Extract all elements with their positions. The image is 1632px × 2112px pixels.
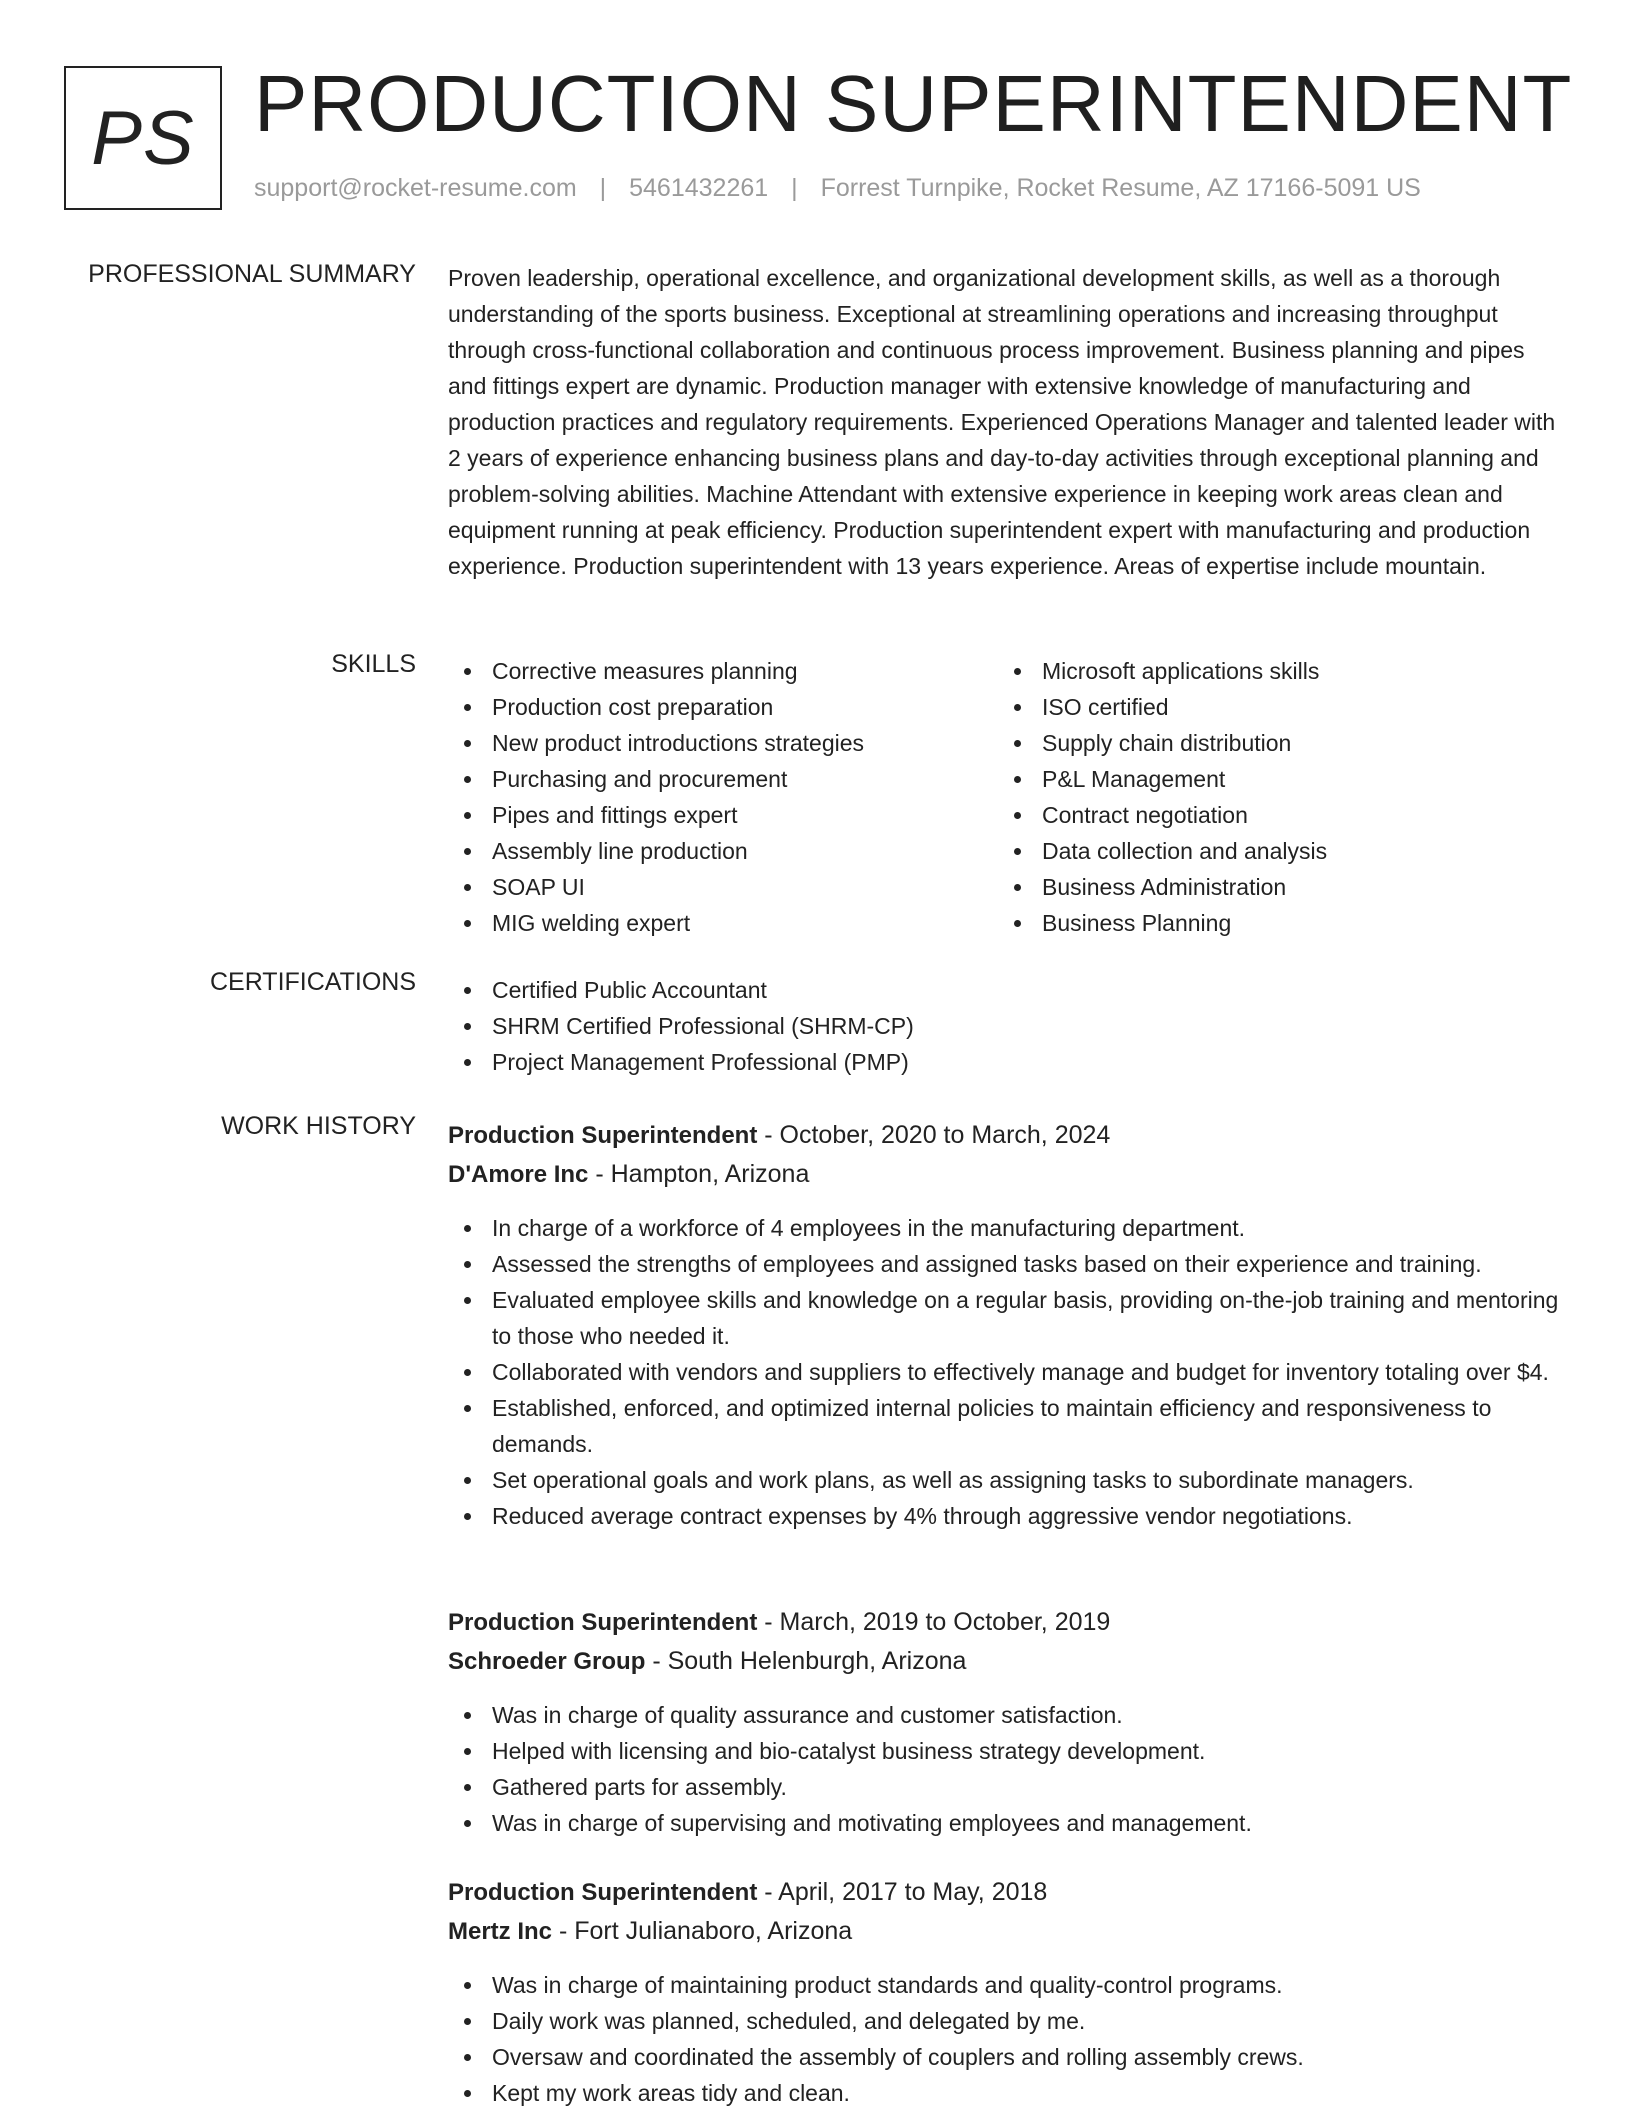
job-bullet: Daily work was planned, scheduled, and delegated by me. (448, 2003, 1568, 2039)
job-bullet: Reduced average contract expenses by 4% through aggressive vendor negotiations. (448, 1498, 1568, 1534)
job-bullets (448, 1697, 1568, 1841)
job-company: Mertz Inc (448, 1918, 553, 1945)
skill-item: Business Administration (998, 869, 1548, 905)
skill-item: Pipes and fittings expert (448, 797, 998, 833)
job-dates: - March, 2019 to October, 2019 (757, 1608, 1111, 1636)
job-title-line (448, 1603, 1568, 1642)
job-bullet: Was in charge of quality assurance and customer satisfaction. (448, 1697, 1568, 1733)
section-label-work-history: WORK HISTORY (221, 1112, 416, 1140)
skill-item: Corrective measures planning (448, 653, 998, 689)
monogram-initials: PS (91, 95, 195, 181)
monogram-box (64, 66, 222, 210)
certification-item: Project Management Professional (PMP) (448, 1044, 1568, 1080)
job-bullets (448, 1210, 1568, 1534)
skill-item: Assembly line production (448, 833, 998, 869)
skill-item: Supply chain distribution (998, 725, 1548, 761)
skill-item: SOAP UI (448, 869, 998, 905)
section-label-certifications: CERTIFICATIONS (209, 968, 416, 996)
job-entry (448, 1873, 1568, 2111)
skill-item: Data collection and analysis (998, 833, 1548, 869)
skill-item: MIG welding expert (448, 905, 998, 941)
job-entry (448, 1116, 1568, 1534)
skill-item: ISO certified (998, 689, 1548, 725)
job-bullet: Helped with licensing and bio-catalyst business strategy development. (448, 1733, 1568, 1769)
job-dates: - April, 2017 to May, 2018 (757, 1878, 1048, 1906)
job-company-line (448, 1912, 1568, 1951)
job-location: - Fort Julianaboro, Arizona (552, 1917, 853, 1945)
job-bullet: Established, enforced, and optimized internal policies to maintain efficiency and responsiveness to demands. (448, 1390, 1568, 1462)
contact-email[interactable]: support@rocket-resume.com (254, 174, 577, 202)
job-bullet: In charge of a workforce of 4 employees in the manufacturing department. (448, 1210, 1568, 1246)
job-bullet: Gathered parts for assembly. (448, 1769, 1568, 1805)
job-company-line (448, 1642, 1568, 1681)
skill-item: New product introductions strategies (448, 725, 998, 761)
job-company: Schroeder Group (448, 1648, 646, 1675)
job-title-line (448, 1116, 1568, 1155)
skill-item: Business Planning (998, 905, 1548, 941)
skill-item: Purchasing and procurement (448, 761, 998, 797)
job-location: - Hampton, Arizona (588, 1160, 810, 1188)
job-title: Production Superintendent (448, 1609, 758, 1636)
skills-list (448, 653, 1568, 941)
job-title-line (448, 1873, 1568, 1912)
job-bullet: Collaborated with vendors and suppliers to effectively manage and budget for inventory totaling over $4. (448, 1354, 1568, 1390)
job-bullet: Was in charge of maintaining product standards and quality-control programs. (448, 1967, 1568, 2003)
job-location: - South Helenburgh, Arizona (645, 1647, 967, 1675)
job-dates: - October, 2020 to March, 2024 (757, 1121, 1111, 1149)
section-label-summary: PROFESSIONAL SUMMARY (88, 260, 416, 288)
certification-item: SHRM Certified Professional (SHRM-CP) (448, 1008, 1568, 1044)
job-bullet: Kept my work areas tidy and clean. (448, 2075, 1568, 2111)
skill-item: Production cost preparation (448, 689, 998, 725)
skills-column-left (448, 653, 998, 941)
job-entry (448, 1603, 1568, 1841)
contact-separator: | (791, 174, 798, 202)
skill-item: Microsoft applications skills (998, 653, 1548, 689)
resume-name: PRODUCTION SUPERINTENDENT (254, 59, 1573, 148)
job-bullet: Oversaw and coordinated the assembly of couplers and rolling assembly crews. (448, 2039, 1568, 2075)
job-company-line (448, 1155, 1568, 1194)
job-company: D'Amore Inc (448, 1161, 589, 1188)
job-bullet: Evaluated employee skills and knowledge on a regular basis, providing on-the-job training and mentoring to those who needed it. (448, 1282, 1568, 1354)
job-bullet: Was in charge of supervising and motivating employees and management. (448, 1805, 1568, 1841)
certification-item: Certified Public Accountant (448, 972, 1568, 1008)
summary-text: Proven leadership, operational excellence, and organizational development skills, as well as a thorough understanding of the sports business. Exceptional at streamlining operations and increasing throughput through cross-functional collaboration and continuous process improvement. Business planning and pipes and fittings expert are dynamic. Production manager with extensive knowledge of manufacturing and production practices and regulatory requirements. Experienced Operations Manager and talented leader with 2 years of experience enhancing business plans and day-to-day activities through exceptional planning and problem-solving abilities. Machine Attendant with extensive experience in keeping work areas clean and equipment running at peak efficiency. Production superintendent expert with manufacturing and production experience. Production superintendent with 13 years experience. Areas of expertise include mountain. (448, 265, 1556, 579)
contact-phone[interactable]: 5461432261 (629, 174, 769, 202)
contact-address: Forrest Turnpike, Rocket Resume, AZ 17166-5091 US (820, 174, 1421, 202)
section-label-skills: SKILLS (331, 650, 416, 678)
certifications-list (448, 972, 1568, 1080)
job-title: Production Superintendent (448, 1122, 758, 1149)
skills-column-right (998, 653, 1548, 941)
contact-line (254, 174, 1421, 203)
skill-item: P&L Management (998, 761, 1548, 797)
job-bullet: Set operational goals and work plans, as well as assigning tasks to subordinate managers. (448, 1462, 1568, 1498)
skill-item: Contract negotiation (998, 797, 1548, 833)
contact-separator: | (599, 174, 607, 202)
job-title: Production Superintendent (448, 1879, 758, 1906)
job-bullet: Assessed the strengths of employees and assigned tasks based on their experience and training. (448, 1246, 1568, 1282)
job-bullets (448, 1967, 1568, 2111)
